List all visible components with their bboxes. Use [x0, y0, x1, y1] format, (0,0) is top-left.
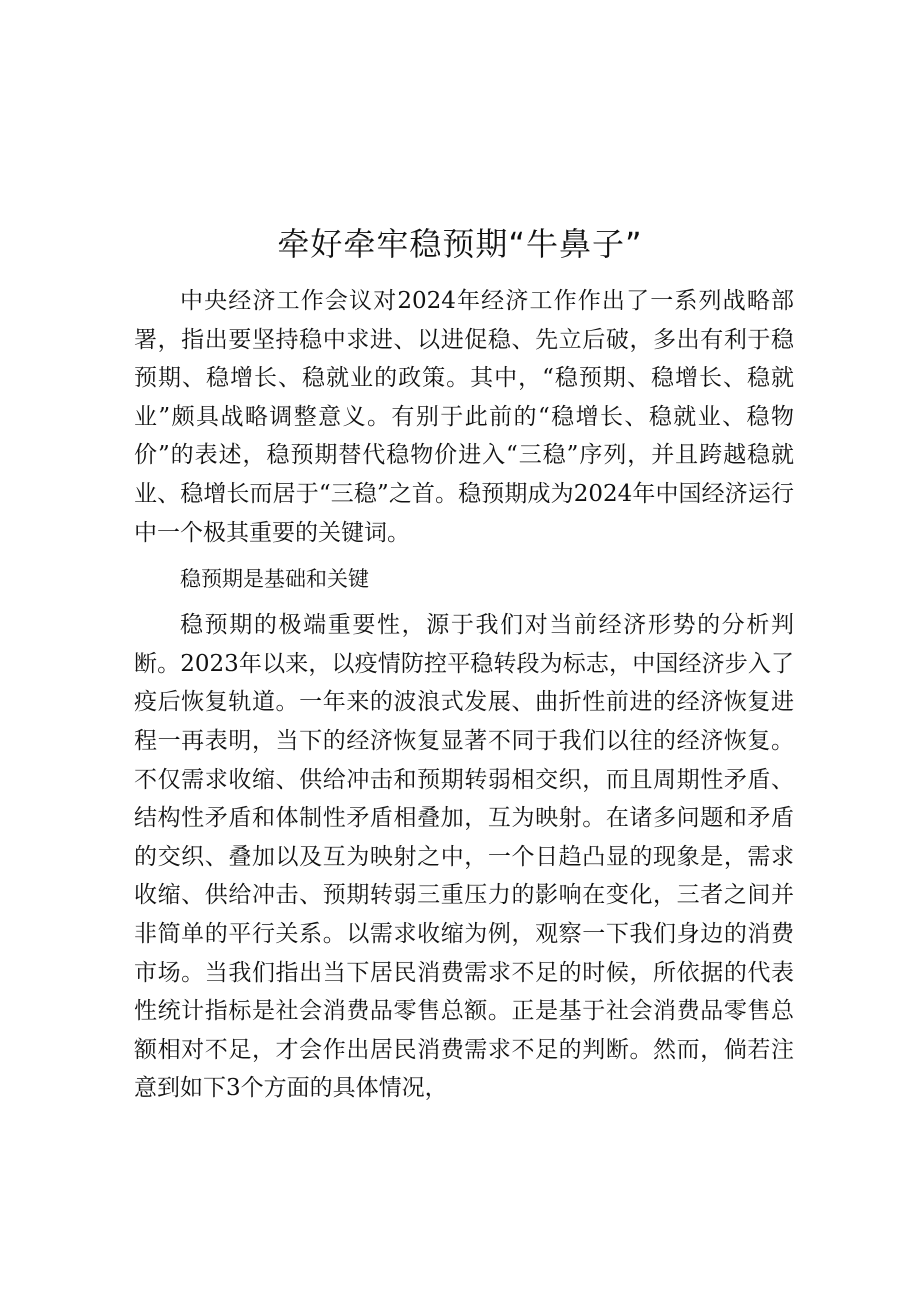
- document-body: [134, 282, 794, 1108]
- document-title: 牵好牵牢稳预期“牛鼻子”: [277, 225, 643, 263]
- section-subheading: 稳预期是基础和关键: [180, 567, 369, 592]
- paragraph-analysis: 稳预期的极端重要性，源于我们对当前经济形势的分析判断。2023年以来，以疫情防控平稳转段为标志，中国经济步入了疫后恢复轨道。一年来的波浪式发展、曲折性前进的经济恢复进程一再表明，当下的经济恢复显著不同于我们以往的经济恢复。不仅需求收缩、供给冲击和预期转弱相交织，而且周期性矛盾、结构性矛盾和体制性矛盾相叠加，互为映射。在诸多问题和矛盾的交织、叠加以及互为映射之中，一个日趋凸显的现象是，需求收缩、供给冲击、预期转弱三重压力的影响在变化，三者之间并非简单的平行关系。以需求收缩为例，观察一下我们身边的消费市场。当我们指出当下居民消费需求不足的时候，所依据的代表性统计指标是社会消费品零售总额。正是基于社会消费品零售总额相对不足，才会作出居民消费需求不足的判断。然而，倘若注意到如下3个方面的具体情况，: [134, 612, 794, 1102]
- paragraph-intro: 中央经济工作会议对2024年经济工作作出了一系列战略部署，指出要坚持稳中求进、以进促稳、先立后破，多出有利于稳预期、稳增长、稳就业的政策。其中，“稳预期、稳增长、稳就业”颇具战略调整意义。有别于此前的“稳增长、稳就业、稳物价”的表述，稳预期替代稳物价进入“三稳”序列，并且跨越稳就业、稳增长而居于“三稳”之首。稳预期成为2024年中国经济运行中一个极其重要的关键词。: [134, 288, 794, 546]
